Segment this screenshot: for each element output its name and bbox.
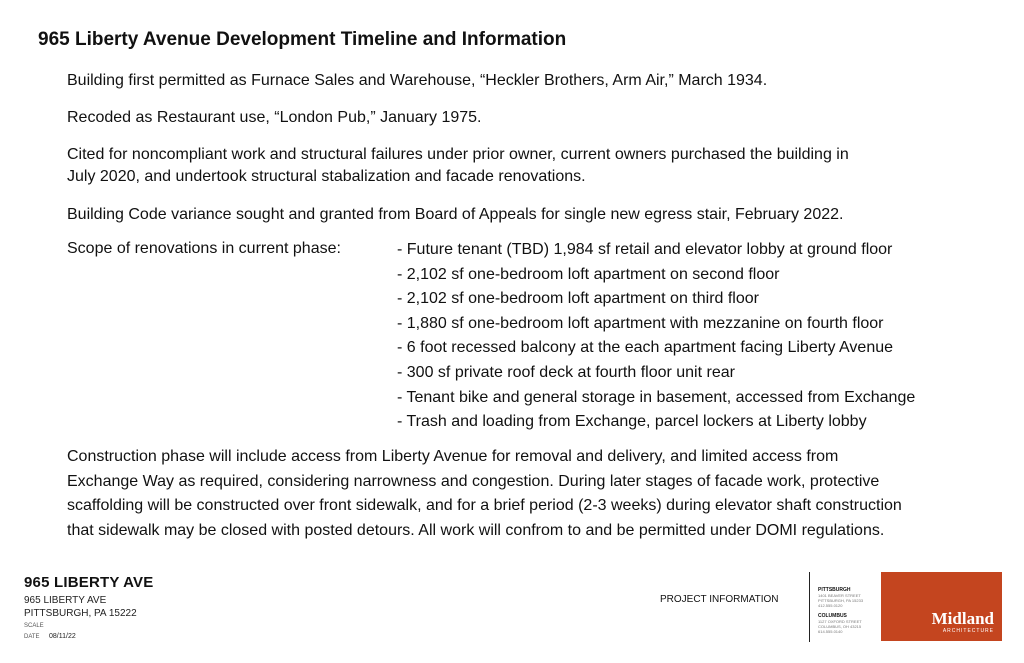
scope-item: - 6 foot recessed balcony at the each apartment facing Liberty Avenue <box>397 336 915 361</box>
address-line: 965 LIBERTY AVE <box>24 595 107 606</box>
history-paragraph-2020 <box>67 144 849 188</box>
office-address-line: 1401 BEAVER STREET <box>818 593 861 598</box>
date-label: DATE <box>24 634 40 640</box>
text-line: that sidewalk may be closed with posted detours. All work will confrom to and be permitted under DOMI regulations. <box>67 521 885 539</box>
office-address <box>818 619 862 634</box>
scope-item: - Trash and loading from Exchange, parcel lockers at Liberty lobby <box>397 410 915 435</box>
office-address <box>818 593 863 608</box>
office-address-line: COLUMBUS, OH 43215 <box>818 624 862 629</box>
office-address-line: 1127 OXFORD STREET <box>818 619 862 624</box>
text-line: July 2020, and undertook structural stabalization and facade renovations. <box>67 168 586 185</box>
scope-item: - Future tenant (TBD) 1,984 sf retail and elevator lobby at ground floor <box>397 238 915 263</box>
text-line: Construction phase will include access from Liberty Avenue for removal and delivery, and limited access from <box>67 448 839 465</box>
history-paragraph-2022: Building Code variance sought and granted from Board of Appeals for single new egress stair, February 2022. <box>67 206 844 223</box>
date-value: 08/11/22 <box>49 633 76 640</box>
logo-wordmark: Midland <box>931 609 994 628</box>
scope-item: - 300 sf private roof deck at fourth floor unit rear <box>397 361 915 386</box>
office-address-line: 412.555.0120 <box>818 603 843 608</box>
office-city: COLUMBUS <box>818 613 847 619</box>
scope-item: - 1,880 sf one-bedroom loft apartment with mezzanine on fourth floor <box>397 312 915 337</box>
office-address-line: 614.555.0140 <box>818 629 843 634</box>
scope-list <box>397 238 915 435</box>
office-address-line: PITTSBURGH, PA 15233 <box>818 598 864 603</box>
text-line: Cited for noncompliant work and structural failures under prior owner, current owners purchased the building in <box>67 146 849 163</box>
logo-subtitle: ARCHITECTURE <box>942 628 994 634</box>
scope-label: Scope of renovations in current phase: <box>67 240 341 257</box>
construction-paragraph <box>67 445 902 543</box>
scope-item: - 2,102 sf one-bedroom loft apartment on second floor <box>397 263 915 288</box>
history-paragraph-1934: Building first permitted as Furnace Sales and Warehouse, “Heckler Brothers, Arm Air,” March 1934. <box>67 72 768 89</box>
text-line: Exchange Way as required, considering narrowness and congestion. During later stages of facade work, protective <box>67 472 880 490</box>
history-paragraph-1975: Recoded as Restaurant use, “London Pub,” January 1975. <box>67 109 482 126</box>
scope-item: - Tenant bike and general storage in basement, accessed from Exchange <box>397 386 915 411</box>
page-title: 965 Liberty Avenue Development Timeline and Information <box>38 29 567 50</box>
divider <box>809 572 810 642</box>
address-line: PITTSBURGH, PA 15222 <box>24 608 137 619</box>
scope-item: - 2,102 sf one-bedroom loft apartment on third floor <box>397 287 915 312</box>
scale-label: SCALE <box>24 623 44 629</box>
sheet-title: PROJECT INFORMATION <box>660 594 779 605</box>
project-name: 965 LIBERTY AVE <box>24 574 154 591</box>
text-line: scaffolding will be constructed over front sidewalk, and for a brief period (2-3 weeks) during elevator shaft construction <box>67 497 902 514</box>
company-logo <box>881 572 1002 641</box>
office-city: PITTSBURGH <box>818 587 851 593</box>
